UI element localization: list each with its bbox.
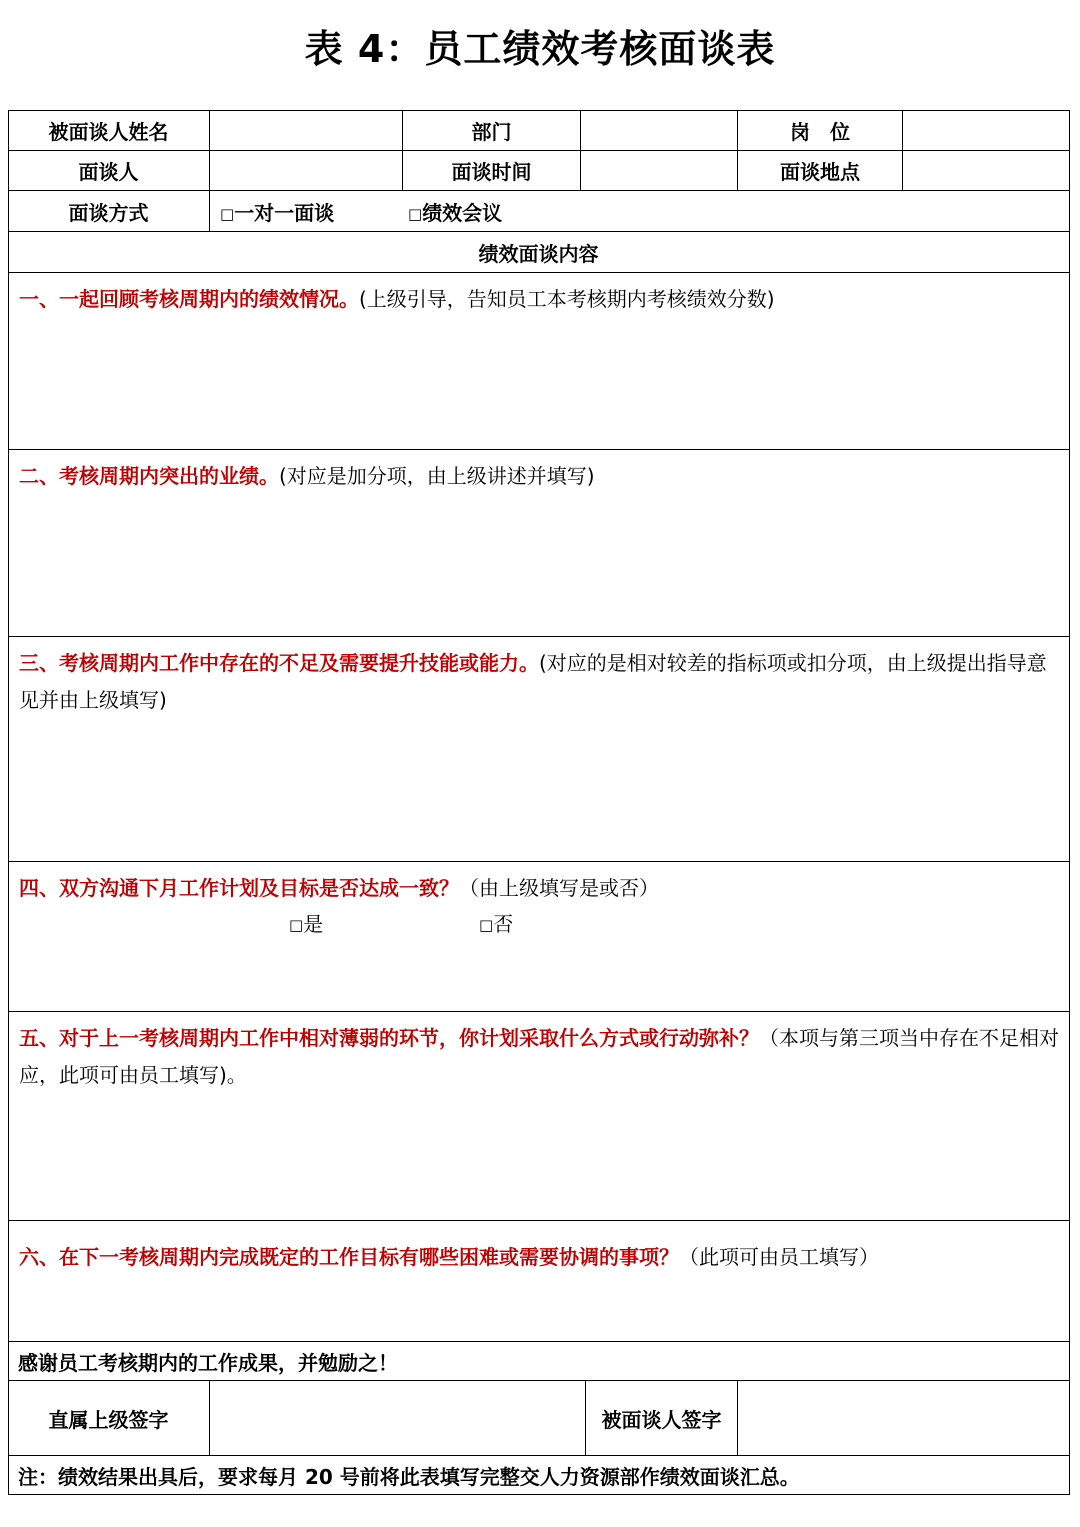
section-heading: 三、考核周期内工作中存在的不足及需要提升技能或能力。 xyxy=(19,651,539,675)
department-field[interactable] xyxy=(581,110,738,151)
checkbox-icon[interactable]: □ xyxy=(289,916,304,934)
content-heading: 绩效面谈内容 xyxy=(8,232,1070,273)
section-6[interactable] xyxy=(8,1221,1070,1342)
section-note: （由上级填写是或否） xyxy=(459,876,659,900)
position-field[interactable] xyxy=(903,110,1070,151)
one-on-one-option[interactable]: □一对一面谈 xyxy=(220,200,335,225)
interviewer-label: 面谈人 xyxy=(8,151,210,191)
interview-location-label: 面谈地点 xyxy=(738,151,903,191)
section-heading: 六、在下一考核周期内完成既定的工作目标有哪些困难或需要协调的事项？ xyxy=(19,1245,679,1269)
thanks-text: 感谢员工考核期内的工作成果，并勉励之！ xyxy=(8,1342,1070,1381)
interviewee-name-label: 被面谈人姓名 xyxy=(8,110,210,151)
yes-option[interactable]: □是 xyxy=(289,906,323,944)
interviewee-name-field[interactable] xyxy=(210,110,403,151)
section-heading: 一、一起回顾考核周期内的绩效情况。 xyxy=(19,287,359,311)
section-4 xyxy=(8,862,1070,1012)
position-label: 岗 位 xyxy=(738,110,903,151)
section-note: （此项可由员工填写） xyxy=(679,1245,879,1269)
section-note: (对应是加分项，由上级讲述并填写) xyxy=(279,464,595,488)
interview-location-field[interactable] xyxy=(903,151,1070,191)
interview-time-label: 面谈时间 xyxy=(403,151,581,191)
supervisor-signature-field[interactable] xyxy=(210,1381,586,1456)
section-1[interactable] xyxy=(8,273,1070,450)
page-title: 表 4：员工绩效考核面谈表 xyxy=(304,27,776,71)
supervisor-signature-label: 直属上级签字 xyxy=(8,1381,210,1456)
interviewee-signature-label: 被面谈人签字 xyxy=(586,1381,738,1456)
footnote: 注：绩效结果出具后，要求每月 20 号前将此表填写完整交人力资源部作绩效面谈汇总。 xyxy=(8,1456,1070,1495)
checkbox-icon[interactable]: □ xyxy=(220,204,235,223)
checkbox-icon[interactable]: □ xyxy=(479,916,494,934)
interviewee-signature-field[interactable] xyxy=(738,1381,1070,1456)
section-note: （本项与第三项当中存在不足相对应，此项可由员工填写)。 xyxy=(19,1026,1059,1087)
interview-method-options xyxy=(210,191,1070,232)
section-heading: 五、对于上一考核周期内工作中相对薄弱的环节，你计划采取什么方式或行动弥补？ xyxy=(19,1026,759,1050)
interview-method-label: 面谈方式 xyxy=(8,191,210,232)
department-label: 部门 xyxy=(403,110,581,151)
interviewer-field[interactable] xyxy=(210,151,403,191)
section-note: (对应的是相对较差的指标项或扣分项，由上级提出指导意见并由上级填写) xyxy=(19,651,1047,712)
checkbox-icon[interactable]: □ xyxy=(408,204,423,223)
no-option[interactable]: □否 xyxy=(479,906,513,944)
section-3[interactable] xyxy=(8,637,1070,862)
performance-meeting-option[interactable]: □绩效会议 xyxy=(408,200,503,225)
section-heading: 二、考核周期内突出的业绩。 xyxy=(19,464,279,488)
section-heading: 四、双方沟通下月工作计划及目标是否达成一致？ xyxy=(19,876,459,900)
section-note: (上级引导，告知员工本考核期内考核绩效分数) xyxy=(359,287,775,311)
interview-time-field[interactable] xyxy=(581,151,738,191)
section-2[interactable] xyxy=(8,450,1070,637)
section-5[interactable] xyxy=(8,1012,1070,1221)
